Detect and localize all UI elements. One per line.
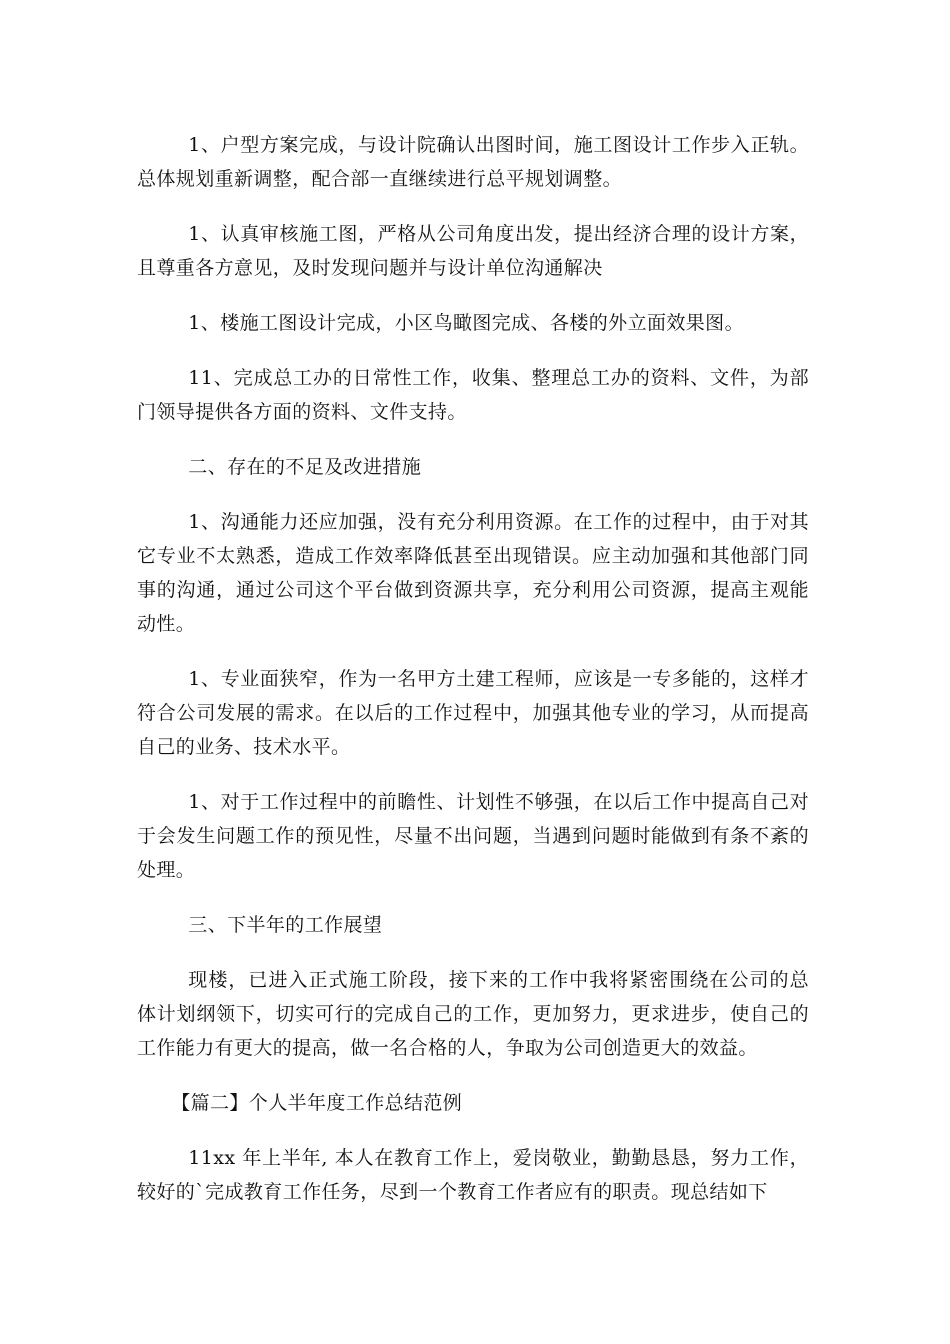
paragraph-communication: 1、沟通能力还应加强，没有充分利用资源。在工作的过程中，由于对其它专业不太熟悉，造成工作效率降低甚至出现错误。应主动加强和其他部门同事的沟通，通过公司这个平台做到资源共享，充分利用公司资源，提高主观能动性。 (137, 511, 809, 635)
paragraph-review-drawings: 1、认真审核施工图，严格从公司角度出发，提出经济合理的设计方案，且尊重各方意见，及时发现问题并与设计单位沟通解决 (137, 223, 809, 279)
document-body (137, 128, 809, 1230)
paragraph-outlook: 现楼，已进入正式施工阶段，接下来的工作中我将紧密围绕在公司的总体计划纲领下，切实可行的完成自己的工作，更加努力，更求进步，使自己的工作能力有更大的提高，做一名合格的人，争取为公司创造更大的效益。 (137, 969, 809, 1059)
paragraph-foresight: 1、对于工作过程中的前瞻性、计划性不够强，在以后工作中提高自己对于会发生问题工作的预见性，尽量不出问题，当遇到问题时能做到有条不紊的处理。 (137, 791, 809, 881)
paragraph-narrow-expertise: 1、专业面狭窄，作为一名甲方土建工程师，应该是一专多能的，这样才符合公司发展的需求。在以后的工作过程中，加强其他专业的学习，从而提高自己的业务、技术水平。 (137, 668, 809, 758)
section-heading-outlook: 三、下半年的工作展望 (188, 914, 383, 936)
paragraph-part-two-intro: 11xx 年上半年, 本人在教育工作上，爱岗敬业，勤勤恳恳，努力工作，较好的`完成教育工作任务，尽到一个教育工作者应有的职责。现总结如下 (137, 1147, 809, 1203)
paragraph-design-complete: 1、楼施工图设计完成，小区鸟瞰图完成、各楼的外立面效果图。 (188, 312, 744, 334)
paragraph-daily-work: 11、完成总工办的日常性工作，收集、整理总工办的资料、文件，为部门领导提供各方面的资料、文件支持。 (137, 367, 809, 423)
paragraph-floor-plan: 1、户型方案完成，与设计院确认出图时间，施工图设计工作步入正轨。总体规划重新调整，配合部一直继续进行总平规划调整。 (137, 134, 809, 190)
article-title-part-two: 【篇二】个人半年度工作总结范例 (171, 1092, 463, 1114)
section-heading-shortcomings: 二、存在的不足及改进措施 (188, 456, 422, 478)
